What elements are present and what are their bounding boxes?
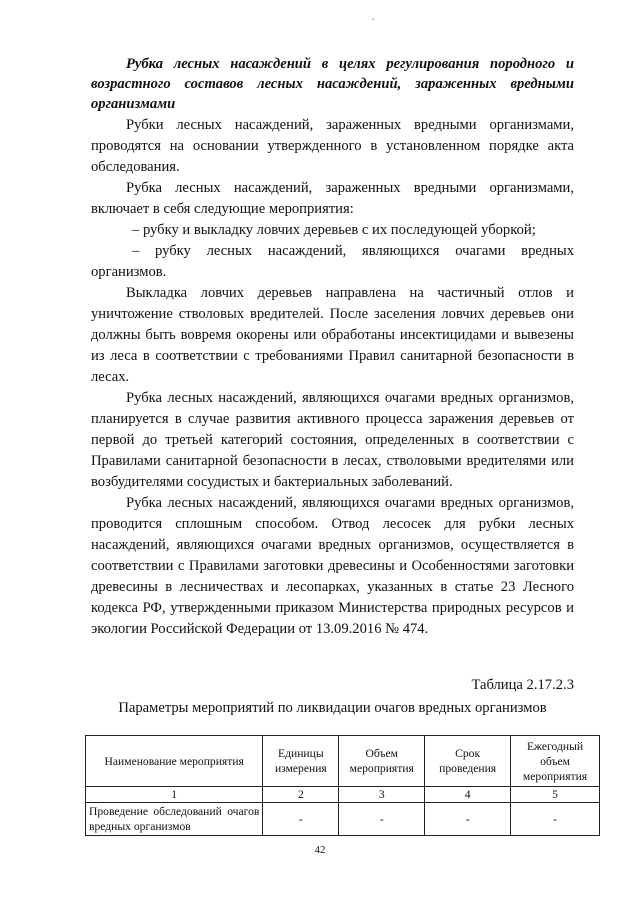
header-cell-volume: Объем мероприятия: [339, 736, 425, 787]
column-number: 5: [511, 787, 600, 803]
paragraph-1: Рубки лесных насаждений, зараженных вредными организмами, проводятся на основании утвержденного в установленном порядке акта обследования.: [91, 117, 574, 175]
list-item-2: – рубку лесных насаждений, являющихся очагами вредных организмов.: [91, 243, 574, 280]
page-number: 42: [314, 844, 326, 856]
header-cell-units: Единицы измерения: [263, 736, 339, 787]
header-cell-term: Срок проведения: [425, 736, 511, 787]
column-number: 1: [86, 787, 263, 803]
table-label: Таблица 2.17.2.3: [471, 677, 574, 693]
table-header-row: [86, 736, 600, 787]
section-heading: Рубка лесных насаждений в целях регулирования породного и возрастного составов лесных насаждений, зараженных вредными организмами: [91, 56, 574, 112]
table-cell: -: [425, 803, 511, 836]
table-cell-activity: Проведение обследований очагов вредных организмов: [86, 803, 263, 836]
paragraph-4: Рубка лесных насаждений, являющихся очагами вредных организмов, планируется в случае развития активного процесса заражения деревьев от первой до третьей категорий состояния, определенных в соответствии с Правилами санитарной безопасности в лесах, стволовыми вредителями или возбудителями сосудистых и бактериальных заболеваний.: [91, 390, 574, 490]
header-cell-annual-volume: Ежегодный объем мероприятия: [511, 736, 600, 787]
paragraph-2: Рубка лесных насаждений, зараженных вредными организмами, включает в себя следующие мероприятия:: [91, 180, 574, 217]
column-number: 2: [263, 787, 339, 803]
document-body: [91, 54, 574, 640]
table-title: Параметры мероприятий по ликвидации очагов вредных организмов: [118, 700, 547, 716]
paragraph-3: Выкладка ловчих деревьев направлена на частичный отлов и уничтожение стволовых вредителей. После заселения ловчих деревьев они должны быть вовремя окорены или обработаны инсектицидами и вывезены из леса в соответствии с требованиями Правил санитарной безопасности в лесах.: [91, 285, 574, 385]
table-cell: -: [511, 803, 600, 836]
table-row: [86, 803, 600, 836]
table-column-numbers-row: [86, 787, 600, 803]
table-cell: -: [339, 803, 425, 836]
header-cell-name: Наименование мероприятия: [86, 736, 263, 787]
table-cell: -: [263, 803, 339, 836]
column-number: 4: [425, 787, 511, 803]
paragraph-5: Рубка лесных насаждений, являющихся очагами вредных организмов, проводится сплошным способом. Отвод лесосек для рубки лесных насаждений, являющихся очагами вредных организмов, осуществляется в соответствии с Правилами заготовки древесины и Особенностями заготовки древесины в лесничествах и лесопарках, указанных в статье 23 Лесного кодекса РФ, утвержденными приказом Министерства природных ресурсов и экологии Российской Федерации от 13.09.2016 № 474.: [91, 495, 574, 637]
list-item-1: – рубку и выкладку ловчих деревьев с их последующей уборкой;: [132, 222, 536, 238]
scan-mark: .: [372, 12, 375, 23]
column-number: 3: [339, 787, 425, 803]
parameters-table: [85, 735, 600, 836]
